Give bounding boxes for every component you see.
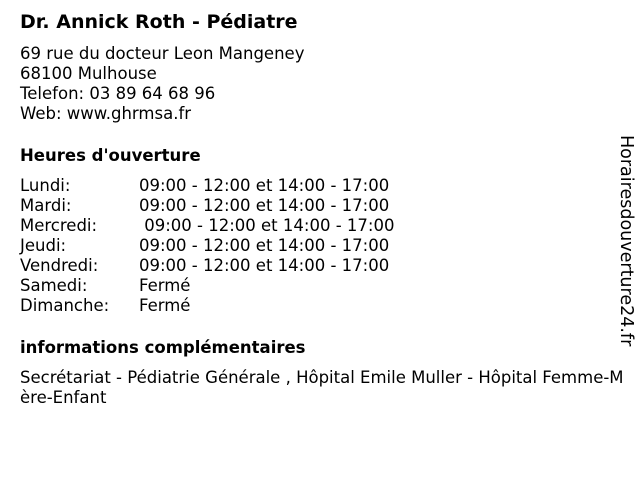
address-block [20, 44, 630, 124]
additional-info-heading: informations complémentaires [20, 338, 306, 357]
additional-info-text: Secrétariat - Pédiatrie Générale , Hôpital Emile Muller - Hôpital Femme-Mère-Enfant [20, 368, 624, 407]
page-title: Dr. Annick Roth - Pédiatre [20, 11, 298, 33]
hours-row-sunday [20, 296, 630, 316]
time-value: Fermé [139, 276, 191, 295]
day-label: Mardi: [20, 196, 72, 215]
time-value: 09:00 - 12:00 et 14:00 - 17:00 [139, 256, 390, 275]
listing-card [20, 10, 630, 408]
opening-hours-table [20, 176, 630, 316]
hours-row-tuesday [20, 196, 630, 216]
hours-row-thursday [20, 236, 630, 256]
postal-city: 68100 Mulhouse [20, 64, 157, 83]
day-label: Vendredi: [20, 256, 99, 275]
day-label: Mercredi: [20, 216, 98, 235]
hours-row-saturday [20, 276, 630, 296]
time-value: Fermé [139, 296, 191, 315]
day-label: Lundi: [20, 176, 71, 195]
time-value: 09:00 - 12:00 et 14:00 - 17:00 [139, 176, 390, 195]
hours-row-monday [20, 176, 630, 196]
hours-row-wednesday [20, 216, 630, 236]
time-value: 09:00 - 12:00 et 14:00 - 17:00 [139, 216, 395, 235]
street-address: 69 rue du docteur Leon Mangeney [20, 44, 305, 63]
day-label: Samedi: [20, 276, 88, 295]
time-value: 09:00 - 12:00 et 14:00 - 17:00 [139, 196, 390, 215]
day-label: Jeudi: [20, 236, 67, 255]
phone-number: Telefon: 03 89 64 68 96 [20, 84, 216, 103]
opening-hours-heading: Heures d'ouverture [20, 146, 201, 165]
brand-watermark: Horairesdouverture24.fr [616, 135, 636, 347]
day-label: Dimanche: [20, 296, 110, 315]
hours-row-friday [20, 256, 630, 276]
time-value: 09:00 - 12:00 et 14:00 - 17:00 [139, 236, 390, 255]
website-link[interactable]: Web: www.ghrmsa.fr [20, 104, 192, 123]
